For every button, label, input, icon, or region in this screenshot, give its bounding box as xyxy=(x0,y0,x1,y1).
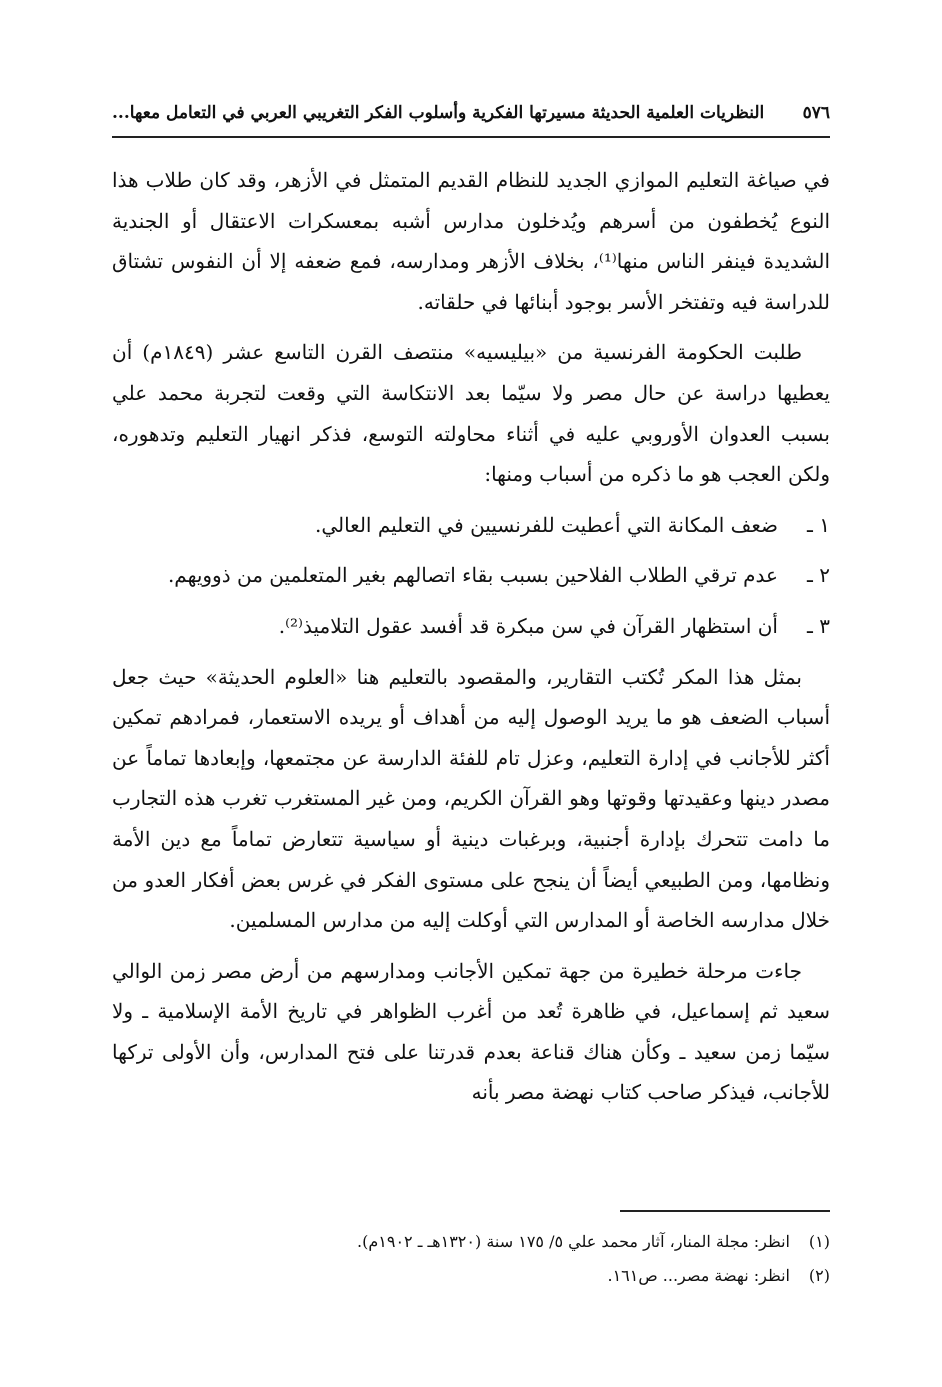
page-number: ٥٧٦ xyxy=(802,103,830,123)
running-title: النظريات العلمية الحديثة مسيرتها الفكرية وأسلوب الفكر التغريبي العربي في التعامل معها... xyxy=(112,103,765,123)
list-number: ١ ـ xyxy=(807,512,830,537)
paragraph: طلبت الحكومة الفرنسية من «بيليسيه» منتصف القرن التاسع عشر (١٨٤٩م) أن يعطيها دراسة عن حال مصر ولا سيّما بعد الانتكاسة التي وقعت لتجربة محمد علي بسبب العدوان الأوروبي عليه في أثناء محاولته التوسع، فذكر انهيار التعليم وتدهوره، ولكن العجب هو ما ذكره من أسباب ومنها: xyxy=(112,340,830,487)
footnote-number: (٢) xyxy=(808,1266,830,1285)
paragraph: بمثل هذا المكر تُكتب التقارير، والمقصود بالتعليم هنا «العلوم الحديثة» حيث جعل أسباب الضعف هو ما يريد الوصول إليه من أهداف أو يريده الاستعمار، فمرادهم تمكين أكثر للأجانب في إدارة التعليم، وعزل تام للفئة الدارسة عن مجتمعها، وإبعادها تماماً عن مصدر دينها وعقيدتها وقوتها وهو القرآن الكريم، ومن غير المستغرب تغرب هذه التجارب ما دامت تتحرك بإدارة أجنبية، وبرغبات دينية أو سياسية تتعارض تماماً مع دين الأمة ونظامها، ومن الطبيعي أيضاً أن ينجح على مستوى الفكر في غرس بعض أفكار العدو من خلال مدارسه الخاصة أو المدارس التي أوكلت إليه من مدارس المسلمين. xyxy=(112,664,831,933)
footnote-text: انظر: نهضة مصر... ص١٦١. xyxy=(607,1266,790,1285)
list-item xyxy=(112,555,830,596)
list-text: ضعف المكانة التي أعطيت للفرنسيين في التعليم العالي. xyxy=(314,512,778,537)
footnote-text: انظر: مجلة المنار، آثار محمد علي ٥/ ١٧٥ سنة (١٣٢٠هـ ـ ١٩٠٢م). xyxy=(357,1232,790,1251)
paragraph: في صياغة التعليم الموازي الجديد للنظام القديم المتمثل في الأزهر، وقد كان طلاب هذا النوع يُخطفون من أسرهم ويُدخلون مدارس أشبه بمعسكرات الاعتقال أو الجندية الشديدة فينفر الناس منها⁽¹⁾، بخلاف الأزهر ومدارسه، فمع ضعفه إلا أن النفوس تشتاق للدراسة فيه وتفتخر الأسر بوجود أبنائها في حلقاته. xyxy=(112,168,830,314)
list-item xyxy=(112,606,830,647)
paragraph: جاءت مرحلة خطيرة من جهة تمكين الأجانب ومدارسهم من أرض مصر زمن الوالي سعيد ثم إسماعيل، في ظاهرة تُعد من أغرب الظواهر في تاريخ الأمة الإسلامية ـ ولا سيّما زمن سعيد ـ وكأن هناك قناعة بعدم قدرتنا على فتح المدارس، وأن الأولى تركها للأجانب، فيذكر صاحب كتاب نهضة مصر بأنه xyxy=(112,958,830,1105)
list-number: ٣ ـ xyxy=(807,613,830,638)
list-text: أن استظهار القرآن في سن مبكرة قد أفسد عقول التلاميذ⁽²⁾. xyxy=(278,613,778,638)
footnote xyxy=(112,1225,830,1259)
list-text: عدم ترقي الطلاب الفلاحين بسبب بقاء اتصالهم بغير المتعلمين من ذوويهم. xyxy=(167,563,778,588)
header-rule xyxy=(112,136,830,138)
footnotes xyxy=(112,1225,830,1293)
body-text xyxy=(112,160,830,1123)
footnote-number: (١) xyxy=(808,1232,830,1251)
footnote-rule xyxy=(620,1210,830,1212)
page-header xyxy=(112,96,830,130)
list-item xyxy=(112,505,830,546)
footnote xyxy=(112,1259,830,1293)
list-number: ٢ ـ xyxy=(807,563,830,588)
